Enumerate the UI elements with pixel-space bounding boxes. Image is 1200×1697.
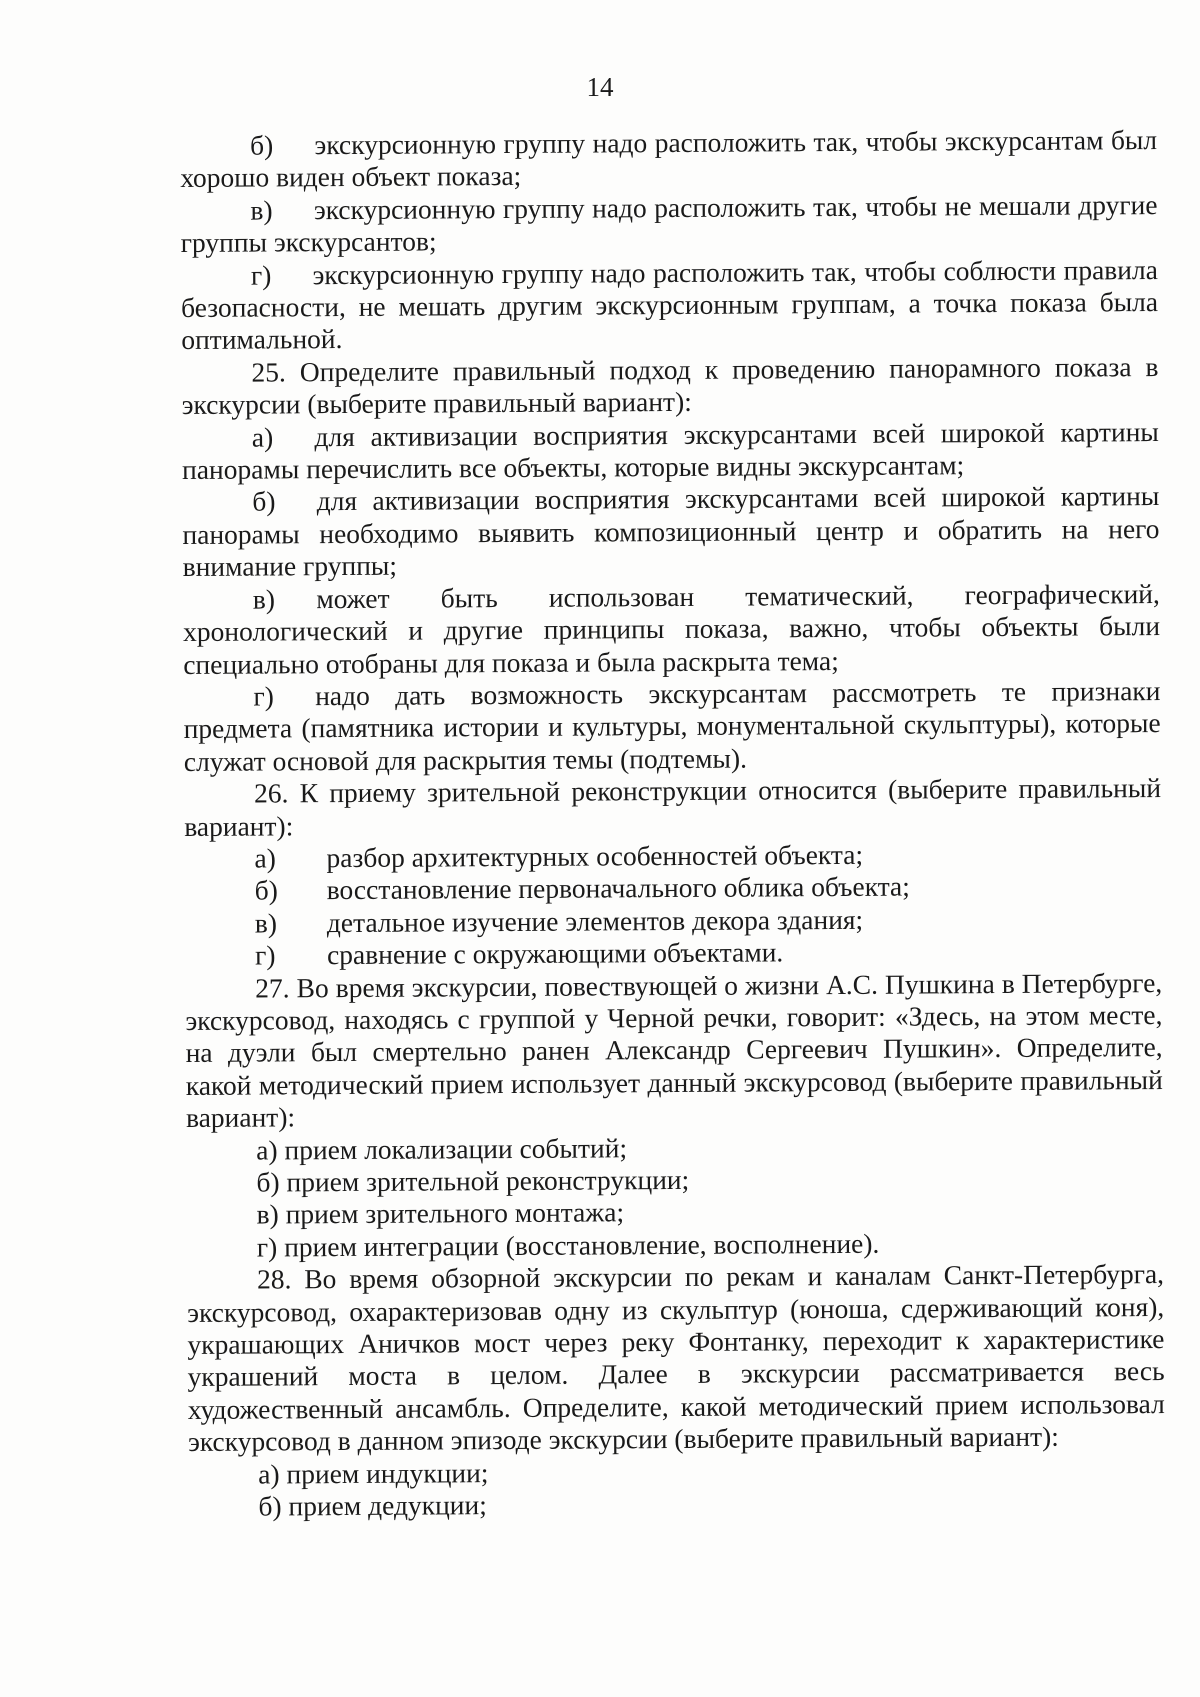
question-25: 25. Определите правильный подход к проведению панорамного показа в экскурсии (выберите правильный вариант): xyxy=(181,350,1159,421)
answer-option-v-q25: в) может быть использован тематический, географический, хронологический и другие принципы показа, важно, чтобы объекты были специально отобраны для показа и была раскрыта тема; xyxy=(182,577,1161,680)
answer-option-b-q24: б) экскурсионную группу надо расположить так, чтобы экскурсантам был хорошо виден объект показа; xyxy=(180,124,1158,194)
answer-option-b-q28: б) прием дедукции; xyxy=(258,1489,487,1522)
option-text: разбор архитектурных особенностей объекта; xyxy=(326,838,864,874)
question-26: 26. К приему зрительной реконструкции относится (выберите правильный вариант): xyxy=(184,772,1162,842)
option-text: детальное изучение элементов декора здания; xyxy=(326,903,864,938)
answer-option-a-q25: а) для активизации восприятия экскурсантами всей широкой картины панорамы перечислить все объекты, которые видны экскурсантам; xyxy=(181,415,1159,486)
answer-option-b-q25: б) для активизации восприятия экскурсантами всей широкой картины панорамы необходимо выявить композиционный центр и обратить на него внимание группы; xyxy=(182,480,1160,583)
answer-option-a-q27: а) прием локализации событий; xyxy=(256,1131,628,1166)
option-text: сравнение с окружающими объектами. xyxy=(326,936,784,971)
answer-option-a-q28: а) прием индукции; xyxy=(258,1456,489,1490)
answer-option-g-q25: г) надо дать возможность экскурсантам рассмотреть те признаки предмета (памятника истории и культуры, монументальной скульптуры), которые служат основой для раскрытия темы (подтемы). xyxy=(183,674,1161,777)
answer-option-g-q26 xyxy=(185,934,1162,972)
page-content xyxy=(180,124,1165,1523)
option-marker: б) xyxy=(254,874,278,906)
answer-option-g-q27: г) прием интеграции (восстановление, восполнение). xyxy=(256,1227,880,1263)
option-marker: в) xyxy=(254,907,278,939)
question-27: 27. Во время экскурсии, повествующей о жизни А.С. Пушкина в Петербурге, экскурсовод, находясь с группой у Черной речки, говорит: «Здесь, на этом месте, на дуэли был смертельно ранен Александр Сергеевич Пушкин». Определите, какой методический прием использует данный экскурсовод (выберите правильный вариант): xyxy=(185,966,1163,1134)
answer-option-v-q27: в) прием зрительного монтажа; xyxy=(256,1196,625,1230)
option-marker: а) xyxy=(254,842,276,874)
page-number: 14 xyxy=(586,72,614,102)
option-marker: г) xyxy=(254,939,276,971)
question-28: 28. Во время обзорной экскурсии по рекам и каналам Санкт-Петербурга, экскурсовод, охарактеризовав одну из скульптур (юноша, сдерживающий коня), украшающих Аничков мост через реку Фонтанку, переходит к характеристике украшений моста в целом. Далее в экскурсии рассматривается весь художественный ансамбль. Определите, какой методический прием использовал экскурсовод в данном эпизоде экскурсии (выберите правильный вариант): xyxy=(187,1258,1165,1458)
answer-option-b-q27: б) прием зрительной реконструкции; xyxy=(256,1163,690,1198)
answer-option-v-q24: в) экскурсионную группу надо расположить так, чтобы не мешали другие группы экскурсантов; xyxy=(180,188,1158,259)
answer-option-g-q24: г) экскурсионную группу надо расположить так, чтобы соблюсти правила безопасности, не мешать другим экскурсионным группам, а точка показа была оптимальной. xyxy=(180,253,1159,356)
option-text: восстановление первоначального облика объекта; xyxy=(326,870,910,906)
